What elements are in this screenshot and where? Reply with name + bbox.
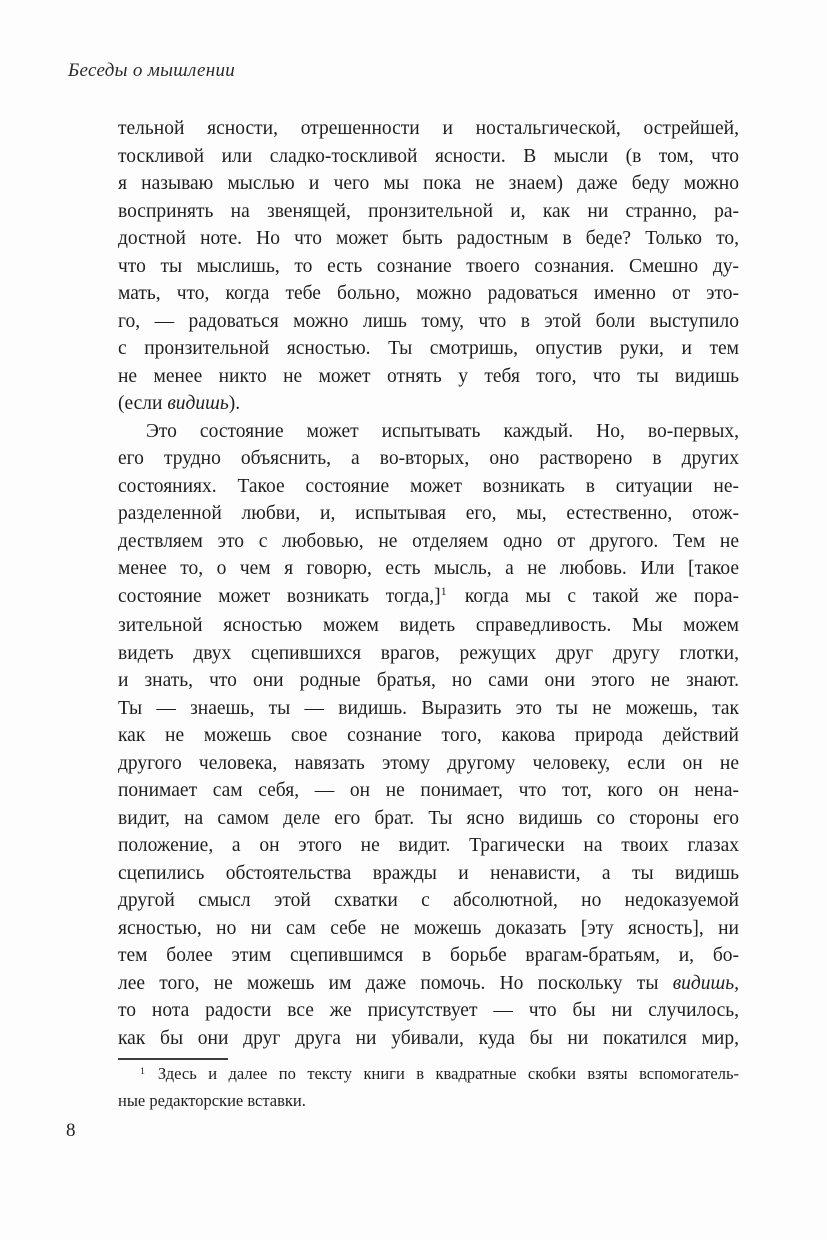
text-run: видит, на самом деле его брат. Ты ясно видишь со стороны его: [118, 807, 739, 829]
text-line: [118, 805, 739, 833]
text-line: [118, 555, 739, 583]
text-run: Ты — знаешь, ты — видишь. Выразить это ты не можешь, так: [118, 697, 739, 719]
text-run: ясностью, но ни сам себе не можешь доказать [эту ясность], ни: [118, 917, 739, 939]
text-line: [118, 253, 739, 281]
text-line: [118, 860, 739, 888]
text-line: [118, 500, 739, 528]
text-line: [118, 473, 739, 501]
text-run: разделенной любви, и, испытывая его, мы, естественно, отож-: [118, 503, 739, 524]
text-run: его трудно объяснить, а во-вторых, оно растворено в других: [118, 448, 739, 469]
text-run: с пронзительной ясностью. Ты смотришь, опустив руки, и тем: [118, 338, 739, 359]
text-line: [118, 143, 739, 171]
text-line: [118, 722, 739, 750]
text-line: [118, 1062, 739, 1089]
text-run: достной ноте. Но что может быть радостным в беде? Только то,: [118, 228, 739, 249]
running-header: Беседы о мышлении: [68, 60, 236, 81]
text-run: понимает сам себя, — он не понимает, что тот, кого он нена-: [118, 780, 739, 801]
text-run: что ты мыслишь, то есть сознание твоего сознания. Смешно ду-: [118, 255, 739, 277]
text-line: [118, 418, 739, 446]
text-line: [118, 750, 739, 778]
text-line: [118, 170, 739, 198]
text-run: Здесь и далее по тексту книги в квадратные скобки взяты вспомогатель-: [146, 1064, 739, 1083]
text-run: как бы они друг друга ни убивали, куда бы ни покатился мир,: [118, 1027, 739, 1049]
text-run: го, — радоваться можно лишь тому, что в этой боли выступило: [118, 310, 739, 332]
text-line: [118, 667, 739, 695]
text-run: видеть двух сцепившихся врагов, режущих друг другу глотки,: [118, 642, 739, 664]
text-run: лее того, не можешь им даже помочь. Но поскольку ты: [118, 972, 673, 994]
text-line: [118, 942, 739, 970]
emphasis-text-run: видишь,: [672, 972, 739, 994]
text-line: [118, 390, 739, 418]
text-run: я называю мыслью и чего мы пока не знаем) даже беду можно: [118, 173, 739, 194]
text-run: когда мы с такой же пора-: [448, 585, 739, 607]
footnote-reference: 1: [440, 585, 447, 599]
text-line: [118, 1025, 739, 1053]
page-number: 8: [66, 1120, 76, 1141]
text-line: [118, 1089, 739, 1113]
text-run: тем более этим сцепившимся в борьбе врагам-братьям, и, бо-: [118, 945, 739, 966]
body-text-block: [118, 115, 739, 1052]
text-line: [118, 997, 739, 1025]
text-line: [118, 832, 739, 860]
text-line: [118, 612, 739, 640]
text-run: другой смысл этой схватки с абсолютной, но недоказуемой: [118, 890, 739, 911]
text-run: сцепились обстоятельства вражды и ненависти, а ты видишь: [118, 862, 739, 884]
text-run: другого человека, навязать этому другому человеку, если он не: [118, 752, 739, 774]
footnote-reference: 1: [140, 1065, 145, 1077]
text-run: менее то, о чем я говорю, есть мысль, а не любовь. Или [такое: [118, 558, 739, 579]
text-run: как не можешь свое сознание того, какова природа действий: [118, 725, 739, 746]
text-run: то нота радости все же присутствует — что бы ни случилось,: [118, 1000, 739, 1021]
text-run: ные редакторские вставки.: [118, 1091, 306, 1110]
text-line: [118, 308, 739, 336]
text-run: тельной ясности, отрешенности и ностальгической, острейшей,: [118, 118, 739, 139]
text-line: [118, 915, 739, 943]
text-line: [118, 777, 739, 805]
text-line: [118, 695, 739, 723]
text-line: [118, 970, 739, 998]
text-line: [118, 887, 739, 915]
text-line: [118, 363, 739, 391]
text-line: [118, 528, 739, 556]
text-run: положение, а он этого не видит. Трагически на твоих глазах: [118, 835, 739, 856]
text-run: зительной ясностью можем видеть справедливость. Мы можем: [118, 615, 739, 636]
text-run: дествляем это с любовью, не отделяем одно от другого. Тем не: [118, 530, 739, 552]
emphasis-text-run: видишь: [167, 393, 229, 414]
text-run: воспринять на звенящей, пронзительной и, как ни странно, ра-: [118, 200, 739, 222]
text-run: и знать, что они родные братья, но сами они этого не знают.: [118, 670, 739, 691]
text-run: (если: [118, 393, 168, 414]
text-line: [118, 225, 739, 253]
text-line: [118, 115, 739, 143]
text-line: [118, 583, 739, 613]
text-run: не менее никто не может отнять у тебя того, что ты видишь: [118, 365, 739, 387]
footnote: [118, 1062, 739, 1113]
text-line: [118, 445, 739, 473]
text-run: мать, что, когда тебе больно, можно радоваться именно от это-: [118, 283, 739, 304]
text-run: тоскливой или сладко-тоскливой ясности. В мысли (в том, что: [118, 145, 739, 167]
text-line: [118, 280, 739, 308]
text-line: [118, 335, 739, 363]
text-run: состояниях. Такое состояние может возникать в ситуации не-: [118, 475, 739, 497]
text-run: ).: [228, 393, 241, 414]
text-run: состояние может возникать тогда,]: [118, 585, 441, 607]
text-run: Это состояние может испытывать каждый. Но, во-первых,: [146, 420, 739, 442]
text-line: [118, 640, 739, 668]
footnote-separator: [118, 1058, 228, 1060]
text-line: [118, 198, 739, 226]
